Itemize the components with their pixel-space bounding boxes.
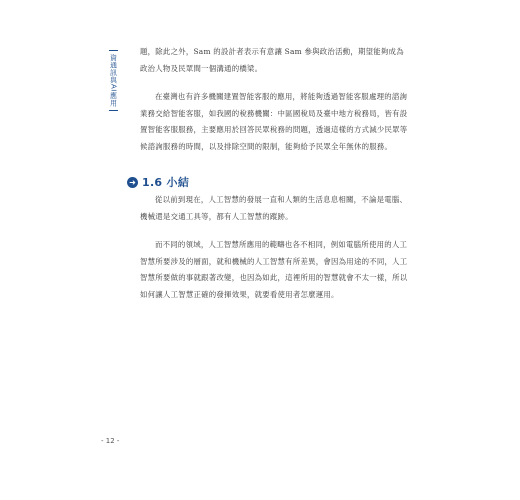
side-tab-bottom-rule bbox=[109, 110, 118, 111]
page-number: - 12 - bbox=[101, 437, 120, 445]
side-tab-label: 資通訊與AI應用 bbox=[109, 54, 118, 107]
paragraph-1: 題，除此之外，Sam 的設計者表示有意讓 Sam 參與政治活動，期望能夠成為政治人物及民眾間一個溝通的橋梁。 bbox=[140, 47, 404, 73]
paragraph-2: 在臺灣也有許多機關建置智能客服的應用，將能夠透過智能客服處理的諮詢業務交給智能客服，如我國的稅務機關：中區國稅局及臺中地方稅務局，皆有設置智能客服服務，主要應用於回答民眾稅務的問題，透過這樣的方式減少民眾等候諮詢服務的時間，以及排除空間的限制，能夠給予民眾全年無休的服務。 bbox=[140, 92, 408, 151]
body-text-bottom bbox=[140, 192, 408, 304]
paragraph-4: 而不同的領域，人工智慧所應用的範疇也各不相同，例如電腦所使用的人工智慧所要涉及的層面，就和機械的人工智慧有所差異，會因為用途的不同，人工智慧所要做的事就跟著改變，也因為如此，這裡所用的智慧就會不太一樣，所以如何讓人工智慧正確的發揮效果，就要看使用者怎麼運用。 bbox=[140, 240, 408, 299]
section-title: 1.6 小結 bbox=[142, 176, 190, 189]
paragraph-3: 從以前到現在，人工智慧的發展一直和人類的生活息息相關，不論是電腦、機械還是交通工具等，都有人工智慧的蹤跡。 bbox=[140, 195, 408, 221]
section-heading bbox=[127, 174, 189, 190]
circle-arrow-right-icon: ➜ bbox=[127, 177, 138, 188]
side-tab-top-rule bbox=[109, 50, 118, 51]
chapter-side-tab bbox=[107, 50, 119, 120]
body-text-top bbox=[140, 44, 408, 156]
